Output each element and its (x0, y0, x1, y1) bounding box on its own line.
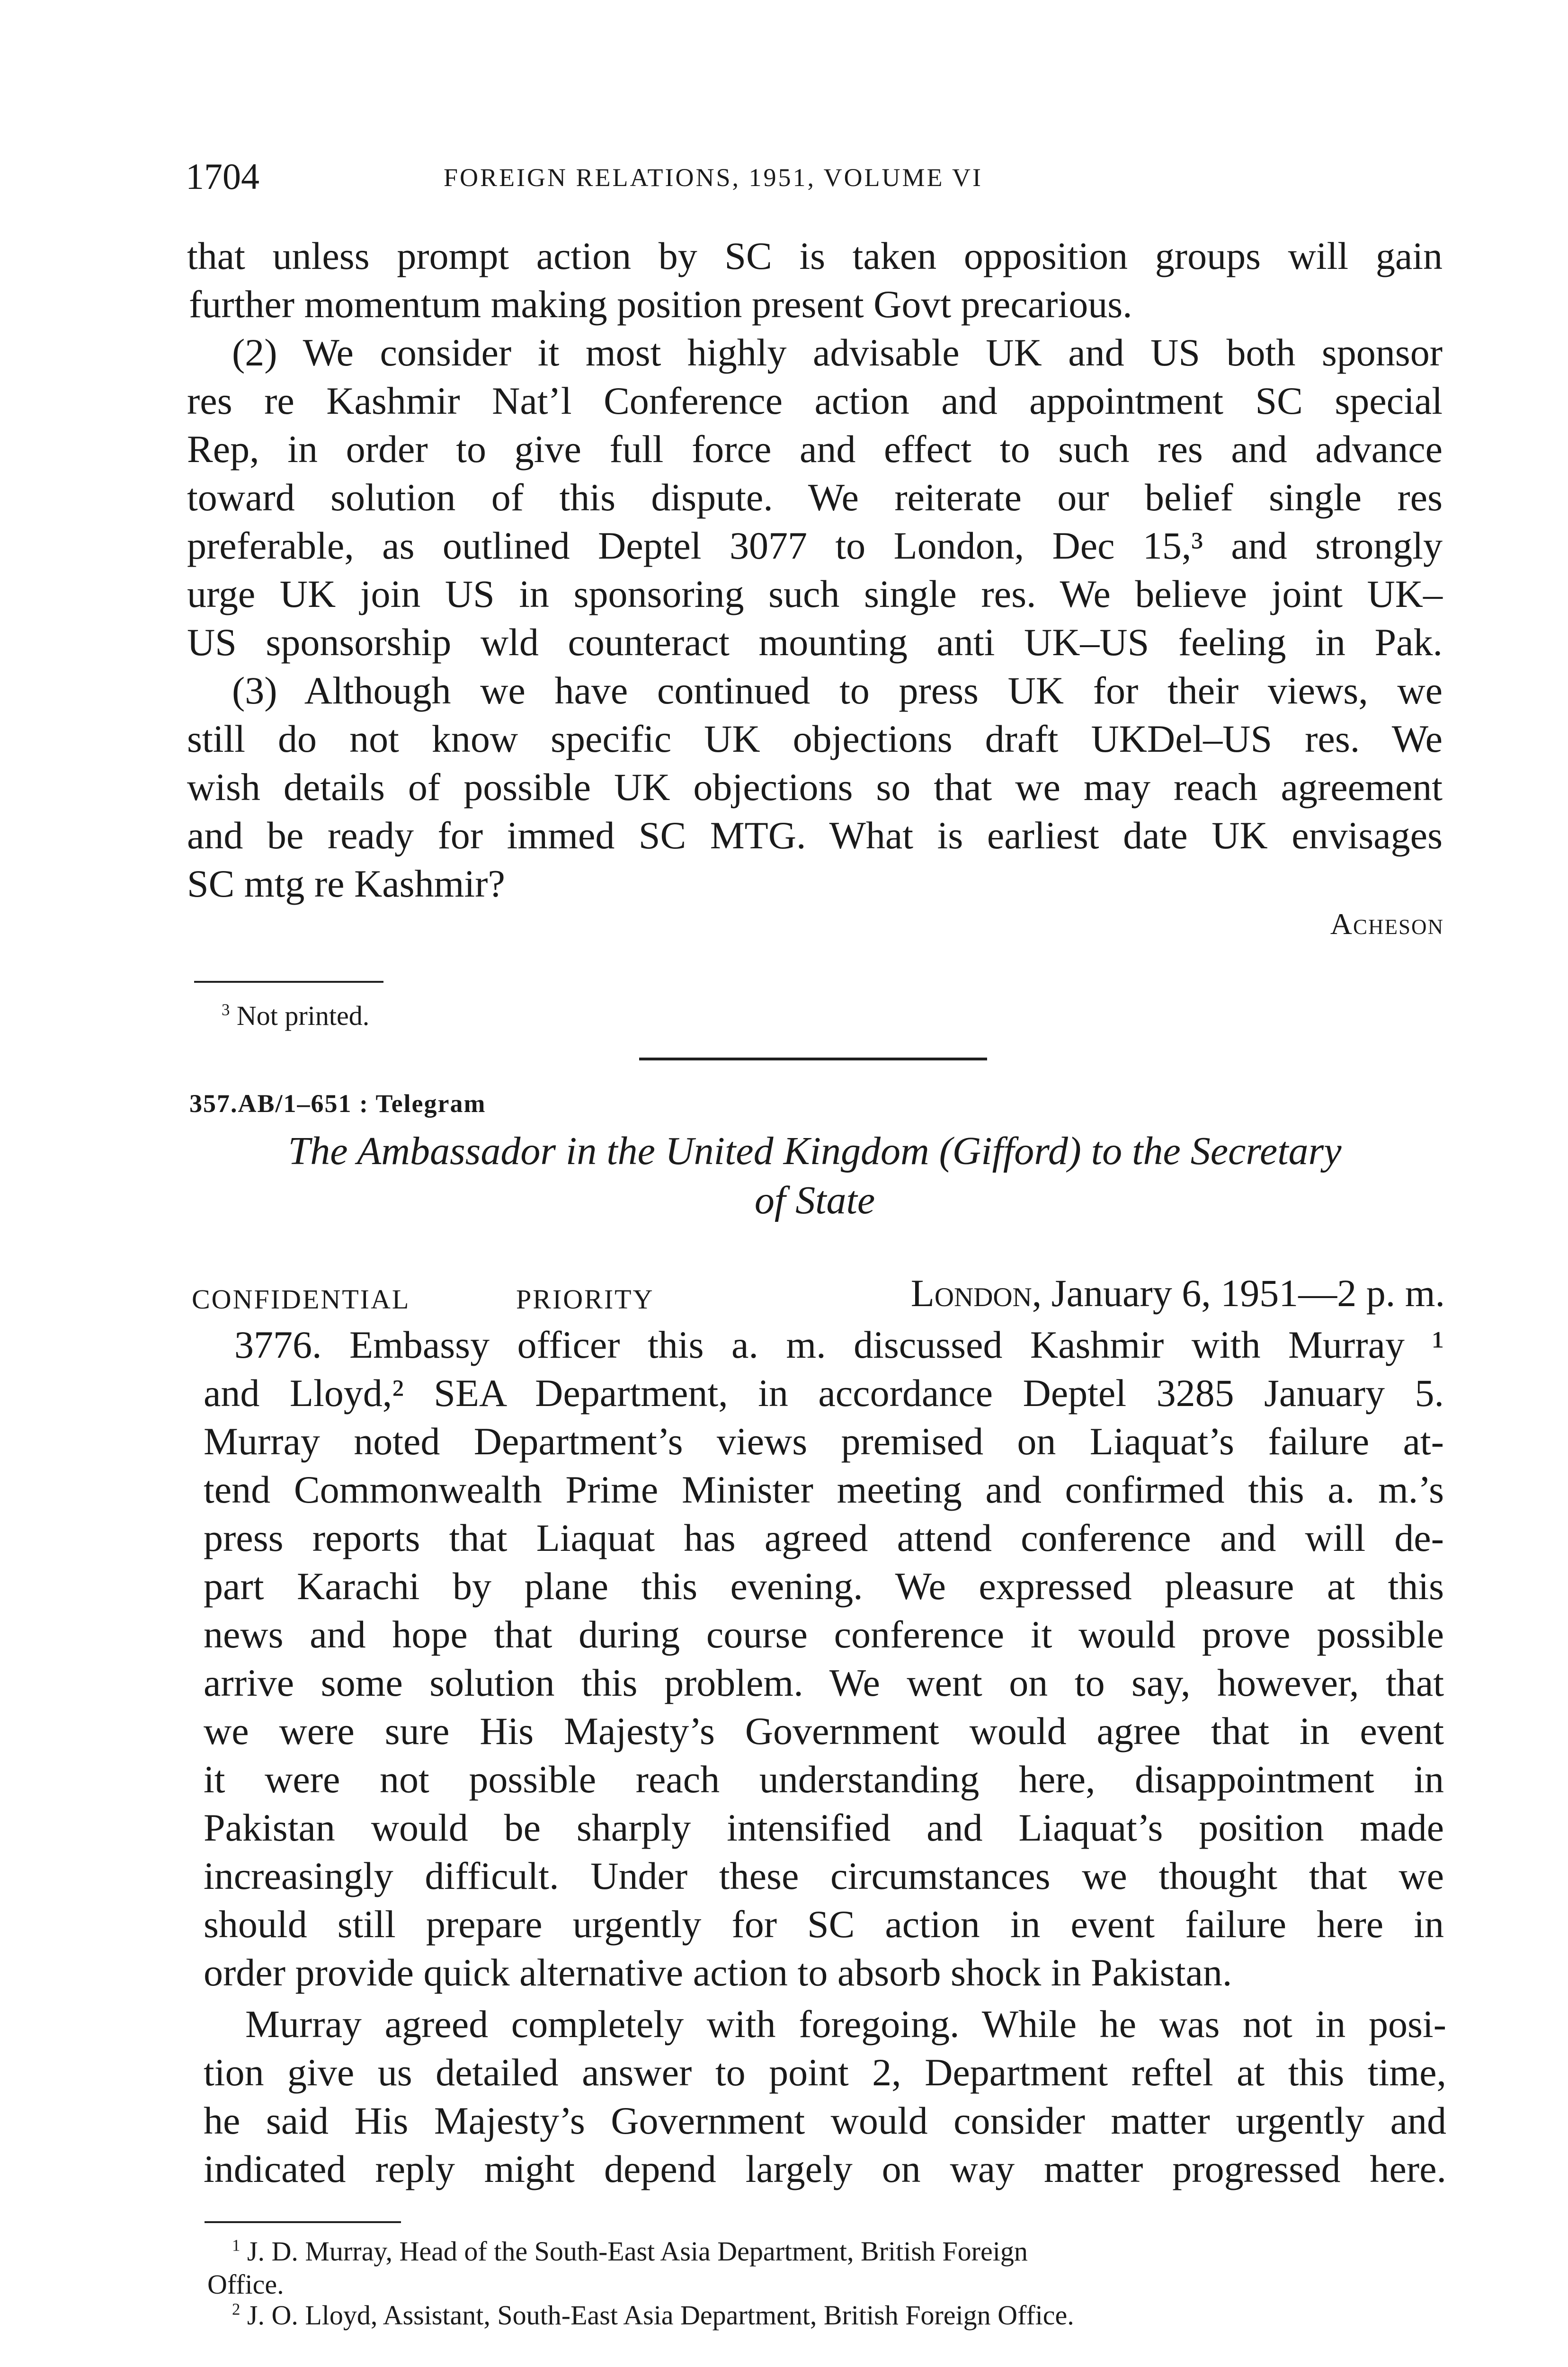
text-line: urge UK join US in sponsoring such single res. We believe joint UK– (187, 572, 1443, 615)
text-line: Pakistan would be sharply intensified and Liaquat’s position made (204, 1806, 1444, 1849)
text-line: and Lloyd,² SEA Department, in accordance Deptel 3285 January 5. (204, 1371, 1444, 1415)
text-line: preferable, as outlined Deptel 3077 to London, Dec 15,³ and strongly (187, 524, 1443, 567)
text-line: increasingly difficult. Under these circumstances we thought that we (204, 1854, 1444, 1897)
text-line: further momentum making position present Govt precarious. (189, 283, 1132, 326)
dateline-date: , January 6, 1951—2 p. m. (1032, 1272, 1445, 1315)
text-line: wish details of possible UK objections so that we may reach agreement (187, 765, 1443, 809)
second-document-paragraph-1 (204, 1321, 1444, 1997)
text-line: (2) We consider it most highly advisable UK and US both sponsor (232, 331, 1443, 374)
footnote-mark: 1 (232, 2236, 241, 2255)
signature-acheson: Acheson (1330, 907, 1444, 941)
text-line: (3) Although we have continued to press UK for their views, we (232, 669, 1443, 712)
footnote-rule (194, 981, 383, 983)
text-line: tion give us detailed answer to point 2, Department reftel at this time, (204, 2051, 1446, 2094)
text-line: we were sure His Majesty’s Government would agree that in event (204, 1709, 1444, 1753)
running-head: FOREIGN RELATIONS, 1951, VOLUME VI (444, 163, 983, 192)
text-line: Murray agreed completely with foregoing. While he was not in posi- (245, 2002, 1446, 2046)
footnote-rule (205, 2221, 401, 2223)
dateline (911, 1267, 1445, 1319)
text-line: toward solution of this dispute. We reiterate our belief single res (187, 476, 1443, 519)
classification-label: CONFIDENTIAL (192, 1284, 410, 1315)
text-line: and be ready for immed SC MTG. What is earliest date UK envisages (187, 814, 1443, 857)
footnote-text: Not printed. (236, 1000, 370, 1031)
text-line: that unless prompt action by SC is taken opposition groups will gain (187, 234, 1443, 277)
footnote-1 (232, 2234, 1028, 2269)
text-line: Murray noted Department’s views premised on Liaquat’s failure at- (204, 1420, 1444, 1463)
document-title-line: of State (754, 1178, 875, 1222)
footnote-3 (222, 999, 369, 1033)
text-line: SC mtg re Kashmir? (187, 862, 505, 905)
text-line: he said His Majesty’s Government would consider matter urgently and (204, 2099, 1446, 2142)
page-header (186, 151, 1445, 203)
priority-label: PRIORITY (516, 1284, 654, 1315)
text-line: US sponsorship wld counteract mounting anti UK–US feeling in Pak. (187, 621, 1443, 664)
text-line: order provide quick alternative action to absorb shock in Pakistan. (204, 1951, 1232, 1994)
text-line: Rep, in order to give full force and effect to such res and advance (187, 427, 1443, 471)
text-line: 3776. Embassy officer this a. m. discussed Kashmir with Murray ¹ (234, 1323, 1444, 1366)
text-line: indicated reply might depend largely on way matter progressed here. (204, 2147, 1446, 2190)
footnote-text: J. O. Lloyd, Assistant, South-East Asia Department, British Foreign Office. (247, 2300, 1074, 2331)
text-line: tend Commonwealth Prime Minister meeting and confirmed this a. m.’s (204, 1468, 1444, 1511)
second-document-paragraph-2 (204, 2000, 1446, 2193)
document-title-line: The Ambassador in the United Kingdom (Gifford) to the Secretary (288, 1129, 1342, 1173)
text-line: news and hope that during course conference it would prove possible (204, 1613, 1444, 1656)
document-title (187, 1127, 1443, 1225)
dateline-place: London (910, 1272, 1032, 1315)
text-line: part Karachi by plane this evening. We expressed pleasure at this (204, 1565, 1444, 1608)
text-line: res re Kashmir Nat’l Conference action and appointment SC special (187, 379, 1443, 422)
text-line: should still prepare urgently for SC action in event failure here in (204, 1903, 1444, 1946)
text-line: it were not possible reach understanding here, disappointment in (204, 1758, 1444, 1801)
footnote-text: J. D. Murray, Head of the South-East Asia Department, British Foreign (247, 2236, 1028, 2267)
first-document-body (187, 232, 1443, 908)
section-divider (639, 1058, 987, 1060)
page-number: 1704 (186, 156, 259, 197)
file-reference: 357.AB/1–651 : Telegram (189, 1089, 486, 1118)
text-line: still do not know specific UK objections draft UKDel–US res. We (187, 717, 1443, 760)
footnote-1-continuation: Office. (207, 2269, 284, 2300)
footnote-2 (232, 2298, 1074, 2332)
footnote-mark: 3 (222, 1000, 230, 1019)
footnote-mark: 2 (232, 2300, 241, 2319)
text-line: arrive some solution this problem. We went on to say, however, that (204, 1661, 1444, 1704)
text-line: press reports that Liaquat has agreed attend conference and will de- (204, 1516, 1444, 1559)
